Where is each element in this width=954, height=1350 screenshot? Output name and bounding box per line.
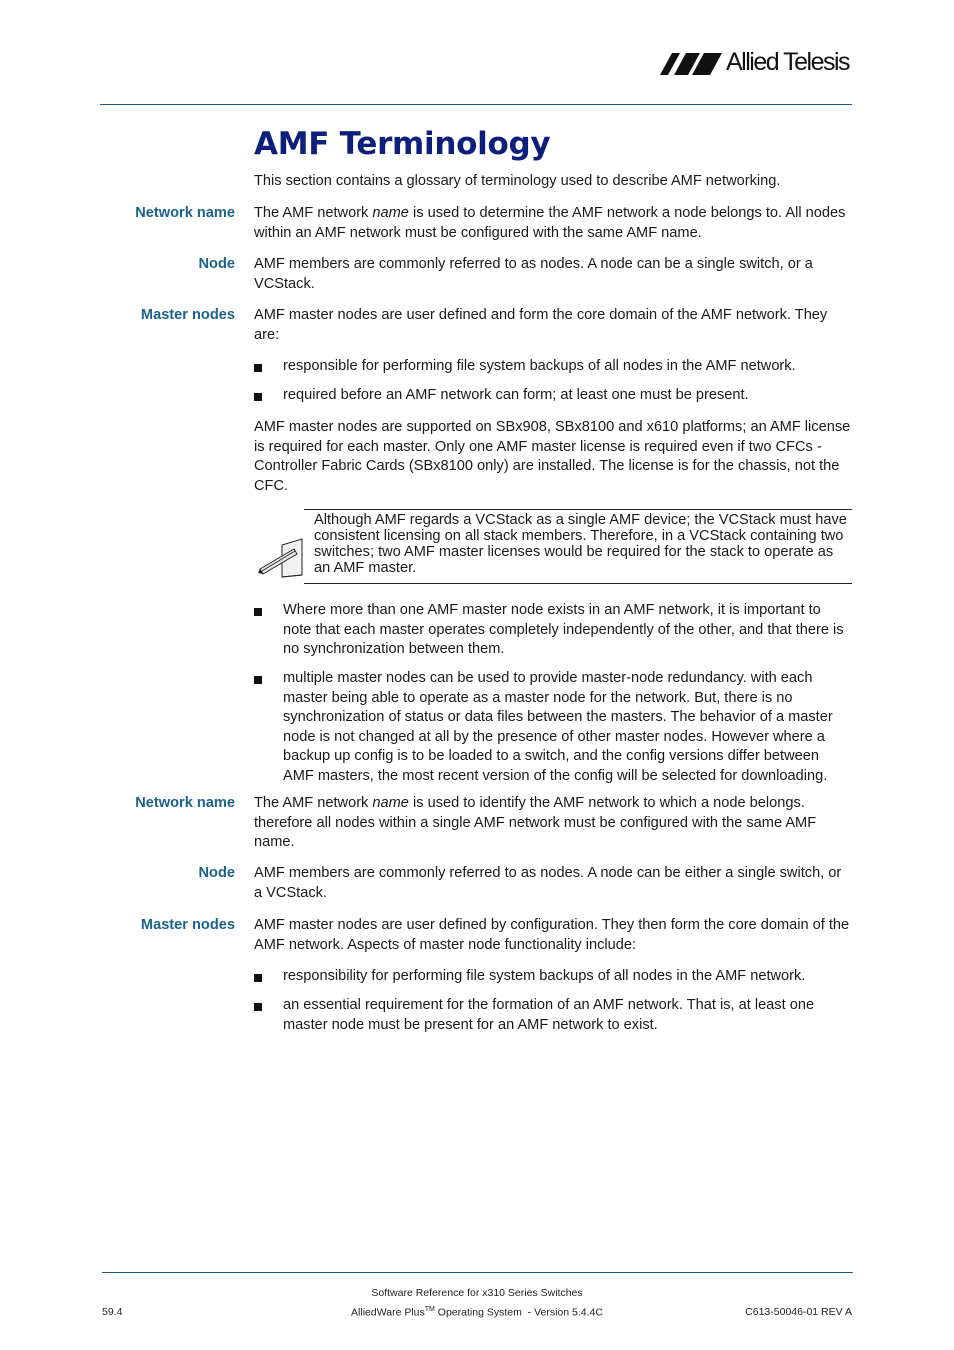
list-item: an essential requirement for the formation of an AMF network. That is, at least one master node must be present for an AMF network to exist. [283,997,815,1033]
list-item: Where more than one AMF master node exists in an AMF network, it is important to note that each master operates completely independently of the other, and that there is no synchronization between them. [283,602,844,657]
footer-page-number: 59.4 [102,1306,123,1318]
term-node: Node [198,256,235,272]
bullet-marker [254,1003,262,1011]
list-item: required before an AMF network can form; at least one must be present. [283,387,749,403]
intro-paragraph: This section contains a glossary of terminology used to describe AMF networking. [254,173,781,189]
note-bottom-rule [304,583,852,584]
bullet-marker [254,974,262,982]
definition-master-nodes: AMF master nodes are user defined and form the core domain of the AMF network. They are: [254,307,828,343]
list-item: responsible for performing file system backups of all nodes in the AMF network. [283,358,796,374]
page-title: AMF Terminology [254,126,551,162]
definition-master-nodes: AMF master nodes are user defined by configuration. They then form the core domain of the AMF network. Aspects of master node functionality include: [254,917,850,953]
term-network-name: Network name [135,205,235,221]
note-text: Although AMF regards a VCStack as a single AMF device; the VCStack must have consistent licensing on all stack members. Therefore, in a VCStack containing two switches; two AMF master licenses would be required for the stack to operate as an AMF master. [314,512,847,577]
bullet-marker [254,393,262,401]
master-license-paragraph: AMF master nodes are supported on SBx908, SBx8100 and x610 platforms; an AMF license is required for each master. Only one AMF master license is required even if two CFCs - Controller Fabric Cards (SBx8100 only) are installed. The license is for the chassis, not the CFC. [254,419,851,494]
footer-product-line: AlliedWare Plus™ Operating System - Version 5.4.4C [351,1306,603,1319]
logo-text: Allied Telesis [726,48,850,76]
term-master-nodes: Master nodes [140,917,235,933]
logo-mark-icon [660,53,724,75]
footer-doc-id: C613-50046-01 REV A [745,1306,852,1318]
definition-node: AMF members are commonly referred to as nodes. A node can be a single switch, or a VCStack. [254,256,813,292]
footer-divider [102,1272,853,1273]
term-node: Node [198,865,235,881]
note-pencil-icon [258,537,304,584]
definition-network-name: The AMF network name is used to determine the AMF network a node belongs to. All nodes within an AMF network must be configured with the same AMF name. [254,205,846,241]
term-master-nodes: Master nodes [140,307,235,323]
list-item: multiple master nodes can be used to provide master-node redundancy. with each master being able to operate as a master node for the network. But, there is no synchronization of status or data files between the masters. The behavior of a master node is not changed at all by the presence of other master nodes. However where a backup up config is to be loaded to a switch, and the config versions differ between AMF masters, the most recent version of the config will be selected for downloading. [283,670,833,784]
term-network-name: Network name [135,795,235,811]
bullet-marker [254,676,262,684]
definition-network-name: The AMF network name is used to identify the AMF network to which a node belongs. therefore all nodes within a single AMF network must be configured with the same AMF name. [254,795,817,850]
definition-node: AMF members are commonly referred to as nodes. A node can be either a single switch, or a VCStack. [254,865,842,901]
note-top-rule [304,509,852,510]
footer-doc-title: Software Reference for x310 Series Switches [371,1287,583,1299]
bullet-marker [254,608,262,616]
bullet-marker [254,364,262,372]
header-divider [100,104,852,105]
allied-telesis-logo [660,50,855,80]
list-item: responsibility for performing file system backups of all nodes in the AMF network. [283,968,806,984]
